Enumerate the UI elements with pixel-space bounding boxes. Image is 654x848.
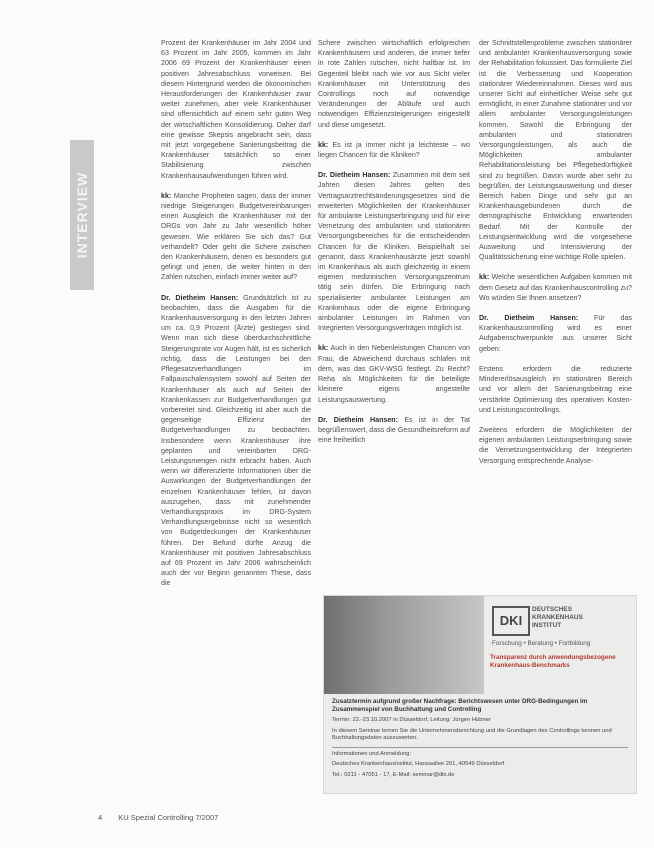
question-label: kk: (161, 191, 172, 200)
page-number: 4 (98, 813, 103, 822)
ad-date: Termin: 22.-23.10.2007 in Düsseldorf, Leitung: Jürgen Hübner (332, 717, 491, 723)
answer (161, 293, 311, 589)
text-column-2 (318, 38, 470, 455)
ad-contact: Informationen und Anmeldung: Deutsches Krankenhausinstitut, Hansaallee 201, 40549 Düsseldorf Tel.: 0211 - 47051 - 17, E-Mail: seminar@dki.de (332, 747, 628, 780)
question-label: kk: (318, 140, 329, 149)
speaker-name: Dr. Dietheim Hansen: (318, 171, 391, 180)
paragraph: Zweitens erfordern die Möglichkeiten der eigenen ambulanten Leistungserbringung sowie die Vernetzungsentwicklung der Integrierten Versorgung entsprechende Analyse- (479, 425, 632, 465)
question-text: Welche wesentlichen Aufgaben kommen mit dem Gesetz auf das Krankenhauscontrolling zu? Wo würden Sie Ihnen ansetzen? (479, 273, 633, 302)
answer-text: Zusammen mit dem seit Jahren diesen Jahres gelten des Vertragsarztrechtsänderungsgesetzes sind die erweiterten Möglichkeiten der Krankenhäuser für ambulante Leistungserbringung und für eine Vernetzung des ambulanten und stationären Versorgungsbereiches für die entscheidenden Chancen für die Kliniken. Beispielhaft sei genannt, dass Krankenhausärzte jetzt sowohl im Krankenhaus als auch gleichzeitig in einem eigenen medizinischen Versorgungszentrum tätig sein dürfen. Die Erbringung nach spezialisierter ambulanter Leistungen am Krankenhaus oder die eigene Erbringung ambulanter Leistungen im Rahmen von Integrierten Versorgungsverträgen möglich ist. (318, 171, 470, 333)
advertisement-box (323, 595, 637, 794)
answer (318, 415, 470, 446)
dki-logo (488, 602, 634, 692)
answer (479, 313, 632, 354)
answer-text: Es ist in der Tat begrüßenswert, dass die Gesundheitsreform auf eine freiheitlich (318, 415, 470, 445)
section-tab (70, 140, 94, 290)
ad-title: Zusatztermin aufgrund großer Nachfrage: Berichtswesen unter DRG-Bedingungen im Zusammenspiel von Buchhaltung und Controlling (332, 698, 588, 713)
text-column-3 (479, 38, 632, 476)
paragraph: Schere zwischen wirtschaftlich erfolgreichen Krankenhäusern und anderen, die immer tiefer in rote Zahlen rutschen, nicht haltbar ist. Im Gegenteil bleibt nach wie vor aus Sicht vieler Krankenhäuser mit Unterstützung des Controllings noch auf notwendige Veränderungen der Abläufe und auch notwendigen Effizienzsteigerungen eingestellt und diese umgesetzt. (318, 39, 470, 129)
question (318, 140, 470, 160)
logo-mark: DKI (492, 606, 530, 636)
logo-name: DEUTSCHES KRANKENHAUS INSTITUT (532, 606, 583, 629)
speaker-name: Dr. Dietheim Hansen: (318, 415, 399, 424)
answer-text: Für das Krankenhauscontrolling wird es einer Aufgabenschwerpunkte aus unserer Sicht geben: (479, 314, 632, 353)
answer-text: Grundsätzlich ist zu beobachten, dass die Ausgaben für die Krankenhausversorgung in den letzten Jahren um ca. 0,9 Prozent (Ärzte) gestiegen sind. Wenn man sich diese überdurchschnittliche Steigerungsrate vor Augen hält, ist es sicherlich richtig, dass die Leistungen bei den Pflegesatzverhandlungen im Fallpauschalensystem sowohl auf Seiten der Krankenhäuser als auch auf Seiten der Krankenkassen zur Budgetverhandlungen gut vorbereitet sind. Gleichzeitig ist aber auch die gegenseitige Effizienz der Budgetverhandlungen zu beobachten. Insbesondere wenn Krankenhäuser ihre geplanten und vereinbarten DRG-Leistungsmengen nicht erbracht haben. Auch wenn wir differenzierte Informationen über die Auswirkungen der Budgetverhandlungen der einzelnen Krankenhäuser fehlen, ist davon auszugehen, dass mit zunehmender Verhandlungspraxis im DRG-System Verhandlungsergebnisse nicht so wesentlich von Budgetdeckungen der Krankenhäuser führen. Der Befund dürfte Anzug die Krankenhäuser mit positiven Jahresabschluss auf 69 Prozent im Jahr 2006 wahrscheinlich auch der vor Beginn genannten These, dass die (161, 293, 311, 588)
ad-photo (324, 596, 484, 694)
speaker-name: Dr. Dietheim Hansen: (479, 314, 579, 323)
logo-tagline: Forschung • Beratung • Fortbildung (492, 640, 591, 647)
text-column-1 (161, 38, 311, 599)
page-footer (98, 813, 218, 822)
paragraph: Prozent der Krankenhäuser im Jahr 2004 und 63 Prozent im Jahr 2005, kommen im Jahr 2006 69 Prozent der Krankenhäuser einen positiven Jahresabschluss vorweisen. Bei diesem Hintergrund werden die ökonomischen Herausforderungen der Krankenhäuser zwar weiter zunehmen, aber viele Krankenhäuser sind offensichtlich auf einem sehr guten Weg der wirtschaftlichen Konsolidierung. Daher darf eine gewisse Skepsis angebracht sein, dass mit jetzt vorgegebene Sanierungsbeitrag die Krankenhäuser tatsächlich so einer Stabilisierung zwischen Krankenhausaufwendungen führen wird. (161, 39, 311, 180)
ad-text (332, 698, 628, 783)
question-label: kk: (318, 344, 329, 353)
ad-description: In diesem Seminar lernen Sie die Unternehmensberichtung und die Grundlagen des Controllings kennen und Buchhaltungsdaten auszuwerten. (332, 727, 612, 742)
paragraph: Erstens erfordern die reduzierte Mindererlösausgleich im stationären Bereich und vor allem der Sanierungsbeitrag eine verstärkte Optimierung des operativen Kosten- und Leistungscontrollings. (479, 364, 632, 414)
question (318, 343, 470, 404)
question-text: Es ist ja immer nicht ja leichteste – wo liegen Chancen für die Kliniken? (318, 140, 470, 160)
answer (318, 170, 470, 333)
speaker-name: Dr. Dietheim Hansen: (161, 293, 239, 302)
question-text: Auch in den Nebenleistungen Chancen von Frau, die Abweichend durchaus schlafen mit dem, was das GKV-WSG festlegt. Zu Recht? Reha als Möglichkeiten für die beteiligte kleinere eigens angestellte Leistungsauswertung. (318, 344, 470, 404)
publication-name: KU Spezial Controlling 7/2007 (118, 813, 219, 822)
question (479, 272, 632, 303)
question-label: kk: (479, 273, 490, 282)
paragraph: der Schnittstellenprobleme zwischen stationärer und ambulanter Krankenhausversorgung sowie der Rehabilitation fokussiert. Das formulierte Ziel ist die Verbesserung und Kooperation stationärer Wiedereinnahmen. Dieses wird aus unserer Sicht auf einheitlicher Weise sehr gut ermöglicht, in einer Zunahme stationärer und vor allem ambulanter Versorgungsleistungen kommen. Sowohl die Erbringung der ambulanten und stationären Versorgungsleistungen, als auch die Möglichkeiten ambulanter Rehabilitationsleistung bei Pflegebedürftigkeit sind zu begrüßen. Davon wurde aber sehr zu begrüßen, der Leistungsausweitung und dieser Bereich haben Dinge und sehr gut an Krankenhausgebundenen durch die demographische Entwicklung erwartenden Bedarf. Mit der Kontrolle der Leistungsentwicklung wird die vorgesehene Ausweitung und Intensivierung der Qualitätssicherung eine wichtige Rolle spielen. (479, 39, 632, 262)
question-text: Manche Propheten sagen, dass der immer niedrige Steigerungen Budgetvereinbarungen einen Ausgleich die Krankenhäuser mit der DRGs von Jahr zu Jahr wesentlich höher gewesen. Wie erklären Sie sich das? Gut verhandelt? Oder geht die Schere zwischen den Krankenhäusern, denen es besonders gut gelingt und jenen, die weiter hinten in den Zahlen rutschen, einfach immer weiter auf? (161, 191, 311, 282)
question (161, 191, 311, 283)
section-label: INTERVIEW (74, 171, 90, 259)
ad-highlight: Transparenz durch anwendungsbezogene Krankenhaus-Benchmarks (490, 654, 616, 669)
